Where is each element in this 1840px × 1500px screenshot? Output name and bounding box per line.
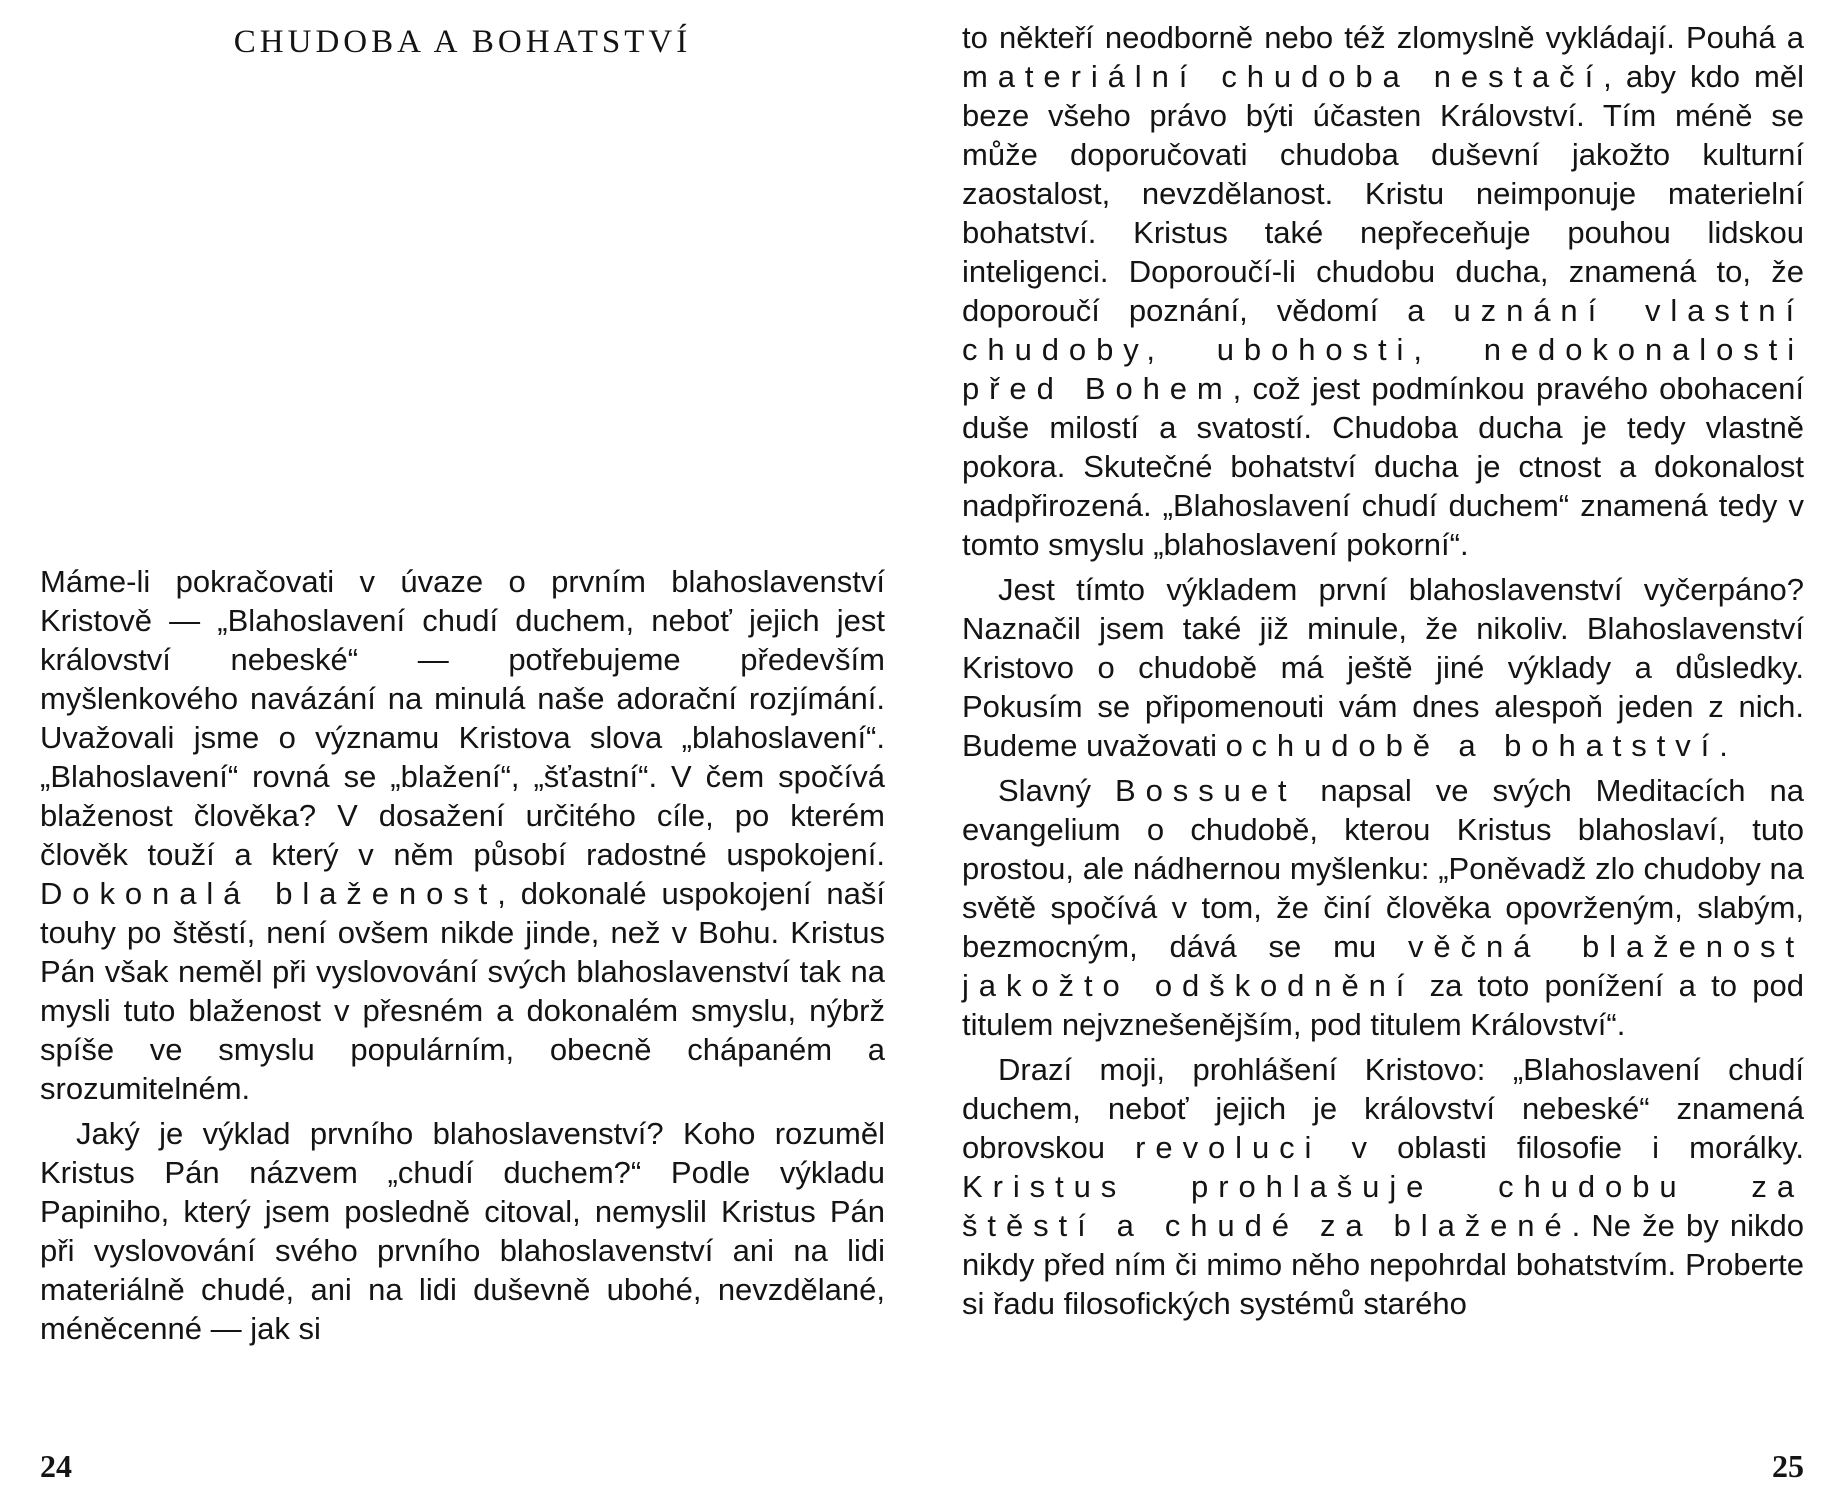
text-segment: to někteří neodborně nebo též zlomyslně vykládají. Pouhá a xyxy=(962,20,1804,55)
left-page-body xyxy=(40,562,885,1354)
left-page xyxy=(40,0,885,1500)
spaced-emphasis-text: chudobě a bohatství xyxy=(1251,728,1720,763)
right-page xyxy=(962,0,1804,1500)
spaced-emphasis-text: Kristus prohlašuje chudobu za štěstí a chudé za blažené xyxy=(962,1169,1804,1243)
text-segment: v oblasti filosofie i morálky. xyxy=(1321,1130,1804,1165)
spaced-emphasis-text: revoluci xyxy=(1135,1130,1322,1165)
text-segment: Drazí moji, prohlášení Kristovo: „Blahoslavení chudí duchem, neboť jejich je království nebeské“ znamená obrovskou xyxy=(962,1052,1804,1165)
spaced-emphasis-text: Dokonalá blaženost xyxy=(40,876,498,911)
paragraph xyxy=(962,1050,1804,1323)
paragraph xyxy=(962,18,1804,564)
paragraph xyxy=(40,562,885,1108)
chapter-title: CHUDOBA A BOHATSTVÍ xyxy=(233,24,692,60)
text-segment: Jaký je výklad prvního blahoslavenství? Koho rozuměl Kristus Pán názvem „chudí duchem?“ Podle výkladu Papiniho, který jsem posledně citoval, nemyslil Kristus Pán při vyslovování svého prvního blahoslavenství ani na lidi materiálně chudé, ani na lidi duševně ubohé, nevzdělané, méněcenné — jak si xyxy=(40,1116,885,1346)
paragraph xyxy=(962,570,1804,765)
page-number-right: 25 xyxy=(1772,1448,1804,1484)
text-segment: , dokonalé uspokojení naší touhy po štěstí, není ovšem nikde jinde, než v Bohu. Kristus Pán však neměl při vyslovování svých blahoslavenství tak na mysli tuto blaženost v přesném a dokonalém smyslu, nýbrž spíše ve smyslu populárním, obecně chápaném a srozumitelném. xyxy=(40,876,885,1106)
paragraph xyxy=(962,771,1804,1044)
spaced-emphasis-text: uznání vlastní chudoby, ubohosti, nedokonalosti před Bohem xyxy=(962,293,1804,406)
text-segment: . xyxy=(1719,728,1728,763)
text-segment: Máme-li pokračovati v úvaze o prvním blahoslavenství Kristově — „Blahoslavení chudí duchem, neboť jejich jest království nebeské“ — potřebujeme především myšlenkového navázání na minulá naše adorační rozjímání. Uvažovali jsme o významu Kristova slova „blahoslavení“. „Blahoslavení“ rovná se „blažení“, „šťastní“. V čem spočívá blaženost člověka? V dosažení určitého cíle, po kterém člověk touží a který v něm působí radostné uspokojení. xyxy=(40,564,885,872)
text-segment: Slavný xyxy=(998,773,1116,808)
spaced-emphasis-text: Bossuet xyxy=(1115,773,1297,808)
text-segment: za toto ponížení a to pod titulem nejvznešenějším, pod titulem Království“. xyxy=(962,968,1804,1042)
text-segment: , aby kdo měl beze všeho právo býti účasten Království. Tím méně se může doporučovati chudoba duševní jakožto kulturní zaostalost, nevzdělanost. Kristu neimponuje materielní bohatství. Kristus také nepřeceňuje pouhou lidskou inteligenci. Doporoučí-li chudobu ducha, znamená to, že doporoučí poznání, vědomí a xyxy=(962,59,1804,328)
spaced-emphasis-text: materiální chudoba nestačí xyxy=(962,59,1604,94)
text-segment: napsal ve svých Meditacích na evangelium o chudobě, kterou Kristus blahoslaví, tuto prostou, ale nádhernou myšlenku: „Poněvadž zlo chudoby na světě spočívá v tom, že činí člověka opovrženým, slabým, bezmocným, dává se mu xyxy=(962,773,1804,964)
paragraph xyxy=(40,1114,885,1348)
text-segment: , což jest podmínkou pravého obohacení duše milostí a svatostí. Chudoba ducha je tedy vlastně pokora. Skutečné bohatství ducha je ctnost a dokonalost nadpřirozená. „Blahoslavení chudí duchem“ znamená tedy v tomto smyslu „blahoslavení pokorní“. xyxy=(962,371,1804,562)
right-page-body xyxy=(962,18,1804,1329)
spaced-emphasis-text: věčná blaženost jakožto odškodnění xyxy=(962,929,1804,1003)
page-number-left: 24 xyxy=(40,1448,72,1484)
text-segment: . Ne že by nikdo nikdy před ním či mimo něho nepohrdal bohatstvím. Proberte si řadu filosofických systémů starého xyxy=(962,1208,1804,1321)
text-segment: Jest tímto výkladem první blahoslavenství vyčerpáno? Naznačil jsem také již minule, že nikoliv. Blahoslavenství Kristovo o chudobě má ještě jiné výklady a důsledky. Pokusím se připomenouti vám dnes alespoň jeden z nich. Budeme uvažovati o xyxy=(962,572,1804,763)
